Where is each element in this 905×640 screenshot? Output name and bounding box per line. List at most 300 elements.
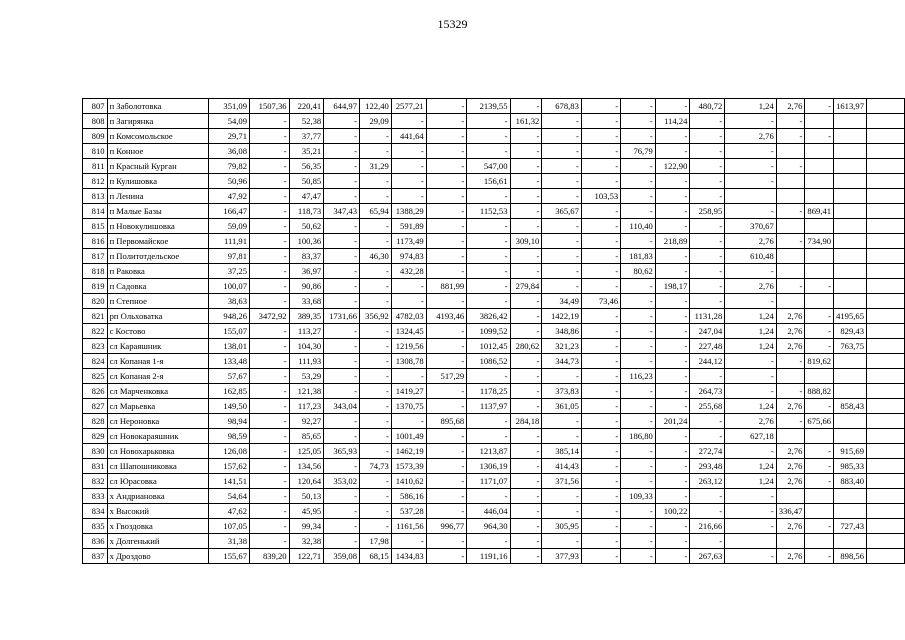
value-cell: - — [324, 429, 360, 444]
value-cell: 4195,65 — [834, 309, 867, 324]
settlement-name-cell: х Дроздово — [107, 549, 208, 564]
value-cell: 1308,78 — [391, 354, 426, 369]
value-cell: - — [391, 294, 426, 309]
value-cell: - — [360, 189, 392, 204]
value-cell: - — [250, 354, 290, 369]
value-cell: - — [360, 144, 392, 159]
value-cell: 31,29 — [360, 159, 392, 174]
value-cell: - — [510, 504, 542, 519]
value-cell: 414,43 — [542, 459, 582, 474]
value-cell — [834, 204, 867, 219]
value-cell: - — [655, 489, 690, 504]
settlement-name-cell: п Степное — [107, 294, 208, 309]
settlement-name-cell: сл Копаная 1-я — [107, 354, 208, 369]
value-cell: - — [542, 174, 582, 189]
value-cell: - — [690, 489, 725, 504]
table-row — [83, 219, 905, 234]
value-cell: - — [805, 399, 834, 414]
value-cell: - — [581, 249, 620, 264]
value-cell: - — [542, 219, 582, 234]
value-cell: 186,80 — [621, 429, 656, 444]
value-cell: 2,76 — [776, 444, 805, 459]
value-cell: - — [621, 534, 656, 549]
value-cell: - — [426, 429, 467, 444]
value-cell: - — [360, 504, 392, 519]
value-cell: 915,69 — [834, 444, 867, 459]
value-cell — [834, 264, 867, 279]
value-cell: 819,62 — [805, 354, 834, 369]
value-cell: 50,96 — [208, 174, 249, 189]
value-cell: 1370,75 — [391, 399, 426, 414]
row-number-cell: 810 — [83, 144, 108, 159]
value-cell: - — [426, 129, 467, 144]
value-cell: - — [467, 234, 510, 249]
row-number-cell: 820 — [83, 294, 108, 309]
value-cell: - — [655, 144, 690, 159]
value-cell — [834, 174, 867, 189]
table-row — [83, 354, 905, 369]
value-cell — [776, 489, 805, 504]
value-cell: 2,76 — [725, 129, 777, 144]
value-cell: 344,73 — [542, 354, 582, 369]
value-cell: - — [426, 144, 467, 159]
value-cell: 389,35 — [289, 309, 324, 324]
value-cell: - — [510, 144, 542, 159]
value-cell: - — [250, 114, 290, 129]
row-number-cell: 819 — [83, 279, 108, 294]
value-cell: - — [360, 129, 392, 144]
value-cell — [776, 219, 805, 234]
value-cell: - — [542, 504, 582, 519]
value-cell: - — [621, 324, 656, 339]
value-cell: - — [426, 294, 467, 309]
value-cell: 31,38 — [208, 534, 249, 549]
value-cell — [805, 114, 834, 129]
value-cell: 244,12 — [690, 354, 725, 369]
value-cell: 1573,39 — [391, 459, 426, 474]
value-cell — [867, 324, 905, 339]
settlement-name-cell: сл Марченковка — [107, 384, 208, 399]
value-cell: 305,95 — [542, 519, 582, 534]
value-cell — [867, 369, 905, 384]
value-cell: - — [510, 459, 542, 474]
value-cell: - — [690, 234, 725, 249]
value-cell: - — [805, 339, 834, 354]
value-cell: 2,76 — [776, 474, 805, 489]
value-cell: 1086,52 — [467, 354, 510, 369]
value-cell: - — [581, 324, 620, 339]
row-number-cell: 834 — [83, 504, 108, 519]
value-cell: - — [324, 519, 360, 534]
table-row — [83, 174, 905, 189]
value-cell: 321,23 — [542, 339, 582, 354]
row-number-cell: 833 — [83, 489, 108, 504]
settlement-name-cell: сл Новокараяшник — [107, 429, 208, 444]
settlement-name-cell: п Политотдельское — [107, 249, 208, 264]
value-cell — [834, 534, 867, 549]
table-row — [83, 279, 905, 294]
value-cell: 678,83 — [542, 99, 582, 114]
value-cell: - — [805, 324, 834, 339]
value-cell: 100,22 — [655, 504, 690, 519]
value-cell: 1,24 — [725, 99, 777, 114]
value-cell: - — [510, 129, 542, 144]
value-cell — [725, 189, 777, 204]
value-cell: - — [391, 114, 426, 129]
value-cell: - — [510, 519, 542, 534]
row-number-cell: 826 — [83, 384, 108, 399]
value-cell — [805, 219, 834, 234]
value-cell: - — [510, 99, 542, 114]
value-cell — [834, 159, 867, 174]
value-cell: - — [655, 204, 690, 219]
table-row — [83, 234, 905, 249]
value-cell: - — [805, 99, 834, 114]
value-cell: - — [690, 279, 725, 294]
value-cell: 100,07 — [208, 279, 249, 294]
value-cell: 446,04 — [467, 504, 510, 519]
value-cell: - — [426, 159, 467, 174]
value-cell: - — [426, 444, 467, 459]
settlement-name-cell: п Комсомольское — [107, 129, 208, 144]
value-cell: - — [360, 354, 392, 369]
settlement-name-cell: сл Новохарьковка — [107, 444, 208, 459]
value-cell: 4193,46 — [426, 309, 467, 324]
value-cell: 116,23 — [621, 369, 656, 384]
table-row — [83, 534, 905, 549]
value-cell: - — [250, 414, 290, 429]
value-cell: 1171,07 — [467, 474, 510, 489]
value-cell: - — [581, 219, 620, 234]
value-cell: 2,76 — [776, 459, 805, 474]
value-cell: 284,18 — [510, 414, 542, 429]
value-cell: 441,64 — [391, 129, 426, 144]
value-cell: 65,94 — [360, 204, 392, 219]
value-cell — [867, 114, 905, 129]
value-cell: 120,64 — [289, 474, 324, 489]
value-cell: 181,83 — [621, 249, 656, 264]
value-cell: 359,08 — [324, 549, 360, 564]
value-cell: - — [621, 414, 656, 429]
value-cell: - — [542, 429, 582, 444]
value-cell — [776, 264, 805, 279]
table-row — [83, 249, 905, 264]
value-cell: 1,24 — [725, 309, 777, 324]
value-cell: - — [655, 309, 690, 324]
value-cell: - — [426, 114, 467, 129]
value-cell: 59,09 — [208, 219, 249, 234]
value-cell: 343,04 — [324, 399, 360, 414]
value-cell: 38,63 — [208, 294, 249, 309]
value-cell: 2,76 — [776, 519, 805, 534]
value-cell: - — [805, 279, 834, 294]
value-cell — [834, 369, 867, 384]
value-cell: - — [581, 99, 620, 114]
settlement-name-cell: п Ленина — [107, 189, 208, 204]
value-cell: 347,43 — [324, 204, 360, 219]
value-cell: - — [510, 534, 542, 549]
value-cell: 1131,28 — [690, 309, 725, 324]
value-cell — [867, 279, 905, 294]
row-number-cell: 824 — [83, 354, 108, 369]
value-cell: 201,24 — [655, 414, 690, 429]
value-cell: - — [581, 384, 620, 399]
value-cell: - — [250, 204, 290, 219]
value-cell: - — [805, 474, 834, 489]
value-cell: - — [467, 144, 510, 159]
value-cell: - — [250, 519, 290, 534]
settlement-name-cell: х Долгенький — [107, 534, 208, 549]
value-cell: 255,68 — [690, 399, 725, 414]
value-cell: 985,33 — [834, 459, 867, 474]
value-cell — [867, 204, 905, 219]
value-cell: - — [655, 249, 690, 264]
value-cell: 1324,45 — [391, 324, 426, 339]
value-cell: - — [690, 369, 725, 384]
value-cell: - — [360, 414, 392, 429]
value-cell: - — [324, 339, 360, 354]
value-cell: - — [581, 504, 620, 519]
row-number-cell: 813 — [83, 189, 108, 204]
value-cell: - — [655, 219, 690, 234]
value-cell: 370,67 — [725, 219, 777, 234]
value-cell: - — [250, 444, 290, 459]
value-cell — [867, 519, 905, 534]
value-cell — [867, 219, 905, 234]
value-cell: 888,82 — [805, 384, 834, 399]
value-cell: - — [621, 354, 656, 369]
table-row — [83, 504, 905, 519]
value-cell: 610,48 — [725, 249, 777, 264]
value-cell: - — [467, 114, 510, 129]
value-cell — [805, 429, 834, 444]
value-cell: 32,38 — [289, 534, 324, 549]
value-cell: - — [690, 294, 725, 309]
value-cell — [834, 279, 867, 294]
row-number-cell: 807 — [83, 99, 108, 114]
value-cell: - — [426, 234, 467, 249]
value-cell: 591,89 — [391, 219, 426, 234]
value-cell: 79,82 — [208, 159, 249, 174]
value-cell: - — [655, 399, 690, 414]
value-cell: - — [805, 459, 834, 474]
value-cell: 110,40 — [621, 219, 656, 234]
value-cell: 1178,25 — [467, 384, 510, 399]
row-number-cell: 836 — [83, 534, 108, 549]
settlement-name-cell: п Новокулишовка — [107, 219, 208, 234]
value-cell: 881,99 — [426, 279, 467, 294]
value-cell: - — [655, 174, 690, 189]
value-cell: - — [542, 144, 582, 159]
value-cell — [867, 549, 905, 564]
value-cell: - — [690, 174, 725, 189]
table-row — [83, 369, 905, 384]
value-cell: - — [360, 444, 392, 459]
value-cell: - — [690, 414, 725, 429]
settlement-name-cell: сл Караяшник — [107, 339, 208, 354]
settlement-name-cell: с Костово — [107, 324, 208, 339]
row-number-cell: 832 — [83, 474, 108, 489]
value-cell: - — [621, 279, 656, 294]
value-cell — [805, 264, 834, 279]
value-cell: - — [655, 189, 690, 204]
value-cell: 547,00 — [467, 159, 510, 174]
value-cell — [834, 189, 867, 204]
value-cell: 114,24 — [655, 114, 690, 129]
value-cell — [867, 534, 905, 549]
value-cell: 220,41 — [289, 99, 324, 114]
value-cell: - — [426, 189, 467, 204]
value-cell: 272,74 — [690, 444, 725, 459]
value-cell: 1,24 — [725, 399, 777, 414]
value-cell: 858,43 — [834, 399, 867, 414]
value-cell — [834, 219, 867, 234]
value-cell: 113,27 — [289, 324, 324, 339]
table-row — [83, 189, 905, 204]
value-cell: 727,43 — [834, 519, 867, 534]
value-cell: 109,33 — [621, 489, 656, 504]
value-cell: - — [581, 354, 620, 369]
value-cell: 1410,62 — [391, 474, 426, 489]
value-cell: - — [621, 339, 656, 354]
row-number-cell: 822 — [83, 324, 108, 339]
settlement-name-cell: п Малые Базы — [107, 204, 208, 219]
value-cell: 1,24 — [725, 459, 777, 474]
value-cell: 37,77 — [289, 129, 324, 144]
value-cell: - — [510, 264, 542, 279]
value-cell — [867, 384, 905, 399]
value-cell: - — [581, 369, 620, 384]
value-cell: 356,92 — [360, 309, 392, 324]
value-cell — [867, 99, 905, 114]
value-cell: - — [426, 324, 467, 339]
value-cell: 47,92 — [208, 189, 249, 204]
settlement-name-cell: х Высокий — [107, 504, 208, 519]
value-cell: 118,73 — [289, 204, 324, 219]
value-cell: - — [725, 114, 777, 129]
value-cell: - — [360, 369, 392, 384]
value-cell: - — [581, 234, 620, 249]
value-cell: 34,49 — [542, 294, 582, 309]
value-cell — [834, 429, 867, 444]
value-cell: - — [621, 444, 656, 459]
value-cell: 264,73 — [690, 384, 725, 399]
value-cell: - — [581, 414, 620, 429]
value-cell: 2,76 — [776, 309, 805, 324]
value-cell: - — [581, 204, 620, 219]
value-cell: 627,18 — [725, 429, 777, 444]
value-cell: - — [690, 159, 725, 174]
value-cell: - — [250, 264, 290, 279]
value-cell — [776, 189, 805, 204]
value-cell: - — [391, 279, 426, 294]
value-cell: - — [324, 459, 360, 474]
table-row — [83, 399, 905, 414]
value-cell: 157,62 — [208, 459, 249, 474]
row-number-cell: 828 — [83, 414, 108, 429]
value-cell: - — [250, 384, 290, 399]
value-cell: 50,62 — [289, 219, 324, 234]
value-cell: 52,38 — [289, 114, 324, 129]
settlement-name-cell: сл Нероновка — [107, 414, 208, 429]
value-cell — [776, 249, 805, 264]
value-cell — [867, 159, 905, 174]
value-cell: 117,23 — [289, 399, 324, 414]
value-cell: 2577,21 — [391, 99, 426, 114]
value-cell: 85,65 — [289, 429, 324, 444]
value-cell: - — [725, 264, 777, 279]
table-row — [83, 114, 905, 129]
value-cell: 365,67 — [542, 204, 582, 219]
value-cell: 46,30 — [360, 249, 392, 264]
value-cell: 99,34 — [289, 519, 324, 534]
value-cell — [867, 234, 905, 249]
value-cell: - — [655, 459, 690, 474]
value-cell: - — [805, 309, 834, 324]
value-cell: 1161,56 — [391, 519, 426, 534]
value-cell: - — [467, 264, 510, 279]
value-cell: - — [655, 294, 690, 309]
table-row — [83, 264, 905, 279]
value-cell — [867, 144, 905, 159]
value-cell: - — [725, 444, 777, 459]
value-cell: - — [581, 114, 620, 129]
value-cell: - — [542, 264, 582, 279]
row-number-cell: 817 — [83, 249, 108, 264]
settlement-name-cell: х Гвоздовка — [107, 519, 208, 534]
value-cell: 138,01 — [208, 339, 249, 354]
table-row — [83, 414, 905, 429]
value-cell: 365,93 — [324, 444, 360, 459]
value-cell: - — [467, 369, 510, 384]
row-number-cell: 808 — [83, 114, 108, 129]
value-cell — [805, 174, 834, 189]
value-cell — [867, 489, 905, 504]
value-cell — [867, 264, 905, 279]
row-number-cell: 830 — [83, 444, 108, 459]
value-cell: - — [805, 519, 834, 534]
value-cell: 218,89 — [655, 234, 690, 249]
value-cell: 385,14 — [542, 444, 582, 459]
value-cell: 47,62 — [208, 504, 249, 519]
value-cell: 162,85 — [208, 384, 249, 399]
value-cell — [867, 504, 905, 519]
value-cell: 247,04 — [690, 324, 725, 339]
value-cell: - — [324, 249, 360, 264]
value-cell: 2,76 — [776, 339, 805, 354]
value-cell: 1306,19 — [467, 459, 510, 474]
value-cell: - — [621, 234, 656, 249]
value-cell: - — [510, 249, 542, 264]
value-cell: 2,76 — [776, 549, 805, 564]
value-cell: 1219,56 — [391, 339, 426, 354]
value-cell: 56,35 — [289, 159, 324, 174]
value-cell: - — [467, 249, 510, 264]
value-cell: - — [805, 549, 834, 564]
table-row — [83, 309, 905, 324]
value-cell: - — [426, 549, 467, 564]
value-cell: 216,66 — [690, 519, 725, 534]
value-cell: 1191,16 — [467, 549, 510, 564]
value-cell — [776, 534, 805, 549]
value-cell: - — [655, 129, 690, 144]
value-cell: - — [542, 489, 582, 504]
value-cell: - — [725, 489, 777, 504]
value-cell: - — [581, 279, 620, 294]
table-row — [83, 489, 905, 504]
value-cell: - — [360, 279, 392, 294]
value-cell: - — [391, 189, 426, 204]
